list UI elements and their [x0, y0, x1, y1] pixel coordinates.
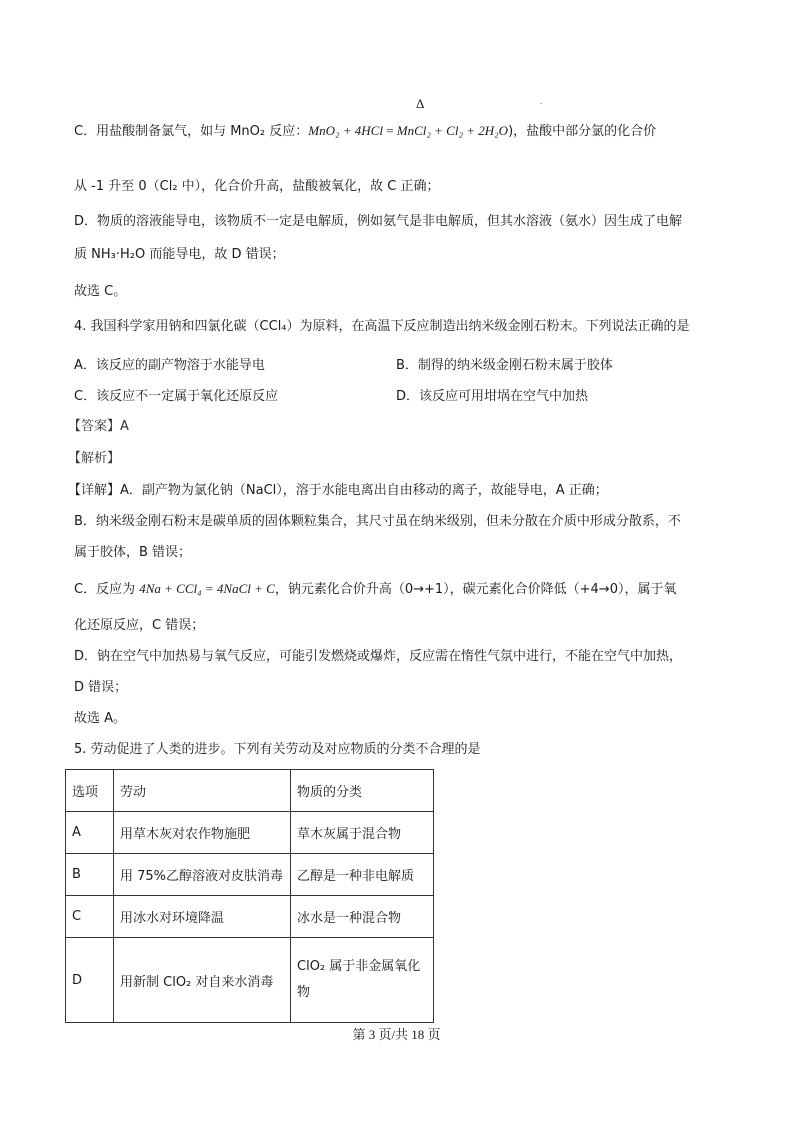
q4-detail-c-line2: 化还原反应，C 错误； [74, 618, 205, 633]
q3-conclusion: 故选 C。 [74, 284, 127, 299]
option-c-prefix: C．用盐酸制备氯气，如与 MnO₂ 反应： [74, 124, 309, 139]
q4-detail-b-line2: 属于胶体，B 错误； [74, 545, 192, 560]
q4-option-d: D．该反应可用坩埚在空气中加热 [396, 389, 589, 404]
table-row [66, 896, 434, 938]
q4-detail-c-line1 [74, 580, 676, 599]
q4-analysis-tag: 【解析】 [68, 451, 121, 466]
q4-detail-c-suffix: ，钠元素化合价升高（0→+1），碳元素化合价降低（+4→0），属于氧 [274, 582, 677, 597]
q4-conclusion: 故选 A。 [74, 711, 127, 726]
q4-stem: 4. 我国科学家用钠和四氯化碳（CCl₄）为原料，在高温下反应制造出纳米级金刚石粉末。下列说法正确的是 [74, 319, 690, 334]
q4-option-c: C．该反应不一定属于氧化还原反应 [74, 389, 279, 404]
header-labor: 劳动 [114, 770, 291, 812]
header-option: 选项 [66, 770, 114, 812]
option-c-explanation-line1 [74, 122, 656, 141]
row-a-option: A [66, 812, 114, 854]
row-b-classification: 乙醇是一种非电解质 [291, 854, 434, 896]
q4-option-a: A．该反应的副产物溶于水能导电 [74, 358, 265, 373]
q5-classification-table [65, 769, 434, 1023]
row-d-classification: ClO₂ 属于非金属氧化物 [291, 938, 434, 1023]
table-row [66, 854, 434, 896]
q4-reaction-equation: 4Na + CCl₄ = 4NaCl + C [139, 581, 275, 596]
q4-detail-d-line2: D 错误； [74, 680, 128, 695]
q4-detail-a: 【详解】A．副产物为氯化钠（NaCl），溶于水能电离出自由移动的离子，故能导电，A 正确； [68, 483, 608, 498]
row-a-classification: 草木灰属于混合物 [291, 812, 434, 854]
row-c-classification: 冰水是一种混合物 [291, 896, 434, 938]
table-row [66, 938, 434, 1023]
q4-option-b: B．制得的纳米级金刚石粉末属于胶体 [396, 358, 613, 373]
q4-answer-tag: 【答案】A [68, 419, 129, 434]
row-c-labor: 用冰水对环境降温 [114, 896, 291, 938]
header-classification: 物质的分类 [291, 770, 434, 812]
equation-rhs: MnCl₂ + Cl₂ + 2H₂O [396, 123, 509, 138]
q5-stem: 5. 劳动促进了人类的进步。下列有关劳动及对应物质的分类不合理的是 [74, 742, 481, 757]
option-d-explanation-line1: D．物质的溶液能导电，该物质不一定是电解质，例如氨气是非电解质，但其水溶液（氨水）因生成了电解 [74, 214, 683, 229]
row-a-labor: 用草木灰对农作物施肥 [114, 812, 291, 854]
option-c-explanation-line2: 从 -1 升至 0（Cl₂ 中），化合价升高，盐酸被氧化，故 C 正确； [74, 179, 440, 194]
row-b-labor: 用 75%乙醇溶液对皮肤消毒 [114, 854, 291, 896]
table-row [66, 812, 434, 854]
q4-detail-b-line1: B．纳米级金刚石粉末是碳单质的固体颗粒集合，其尺寸虽在纳米级别，但未分散在介质中形成分散系，不 [74, 514, 681, 529]
q4-detail-c-prefix: C．反应为 [74, 582, 140, 597]
equation-lhs: MnO₂ + 4HCl [308, 123, 383, 138]
equation-equals: = [382, 123, 397, 138]
table-header-row [66, 770, 434, 812]
row-c-option: C [66, 896, 114, 938]
scan-speck [540, 103, 542, 104]
option-d-explanation-line2: 质 NH₃·H₂O 而能导电，故 D 错误； [74, 247, 285, 262]
row-b-option: B [66, 854, 114, 896]
row-d-labor: 用新制 ClO₂ 对自来水消毒 [114, 938, 291, 1023]
reaction-condition-delta: Δ [416, 96, 425, 111]
row-d-option: D [66, 938, 114, 1023]
option-c-suffix: )，盐酸中部分氯的化合价 [508, 124, 657, 139]
q4-detail-d-line1: D．钠在空气中加热易与氧气反应，可能引发燃烧或爆炸，反应需在惰性气氛中进行，不能在空气中加热， [74, 649, 683, 664]
page-footer: 第 3 页/共 18 页 [352, 1027, 441, 1042]
